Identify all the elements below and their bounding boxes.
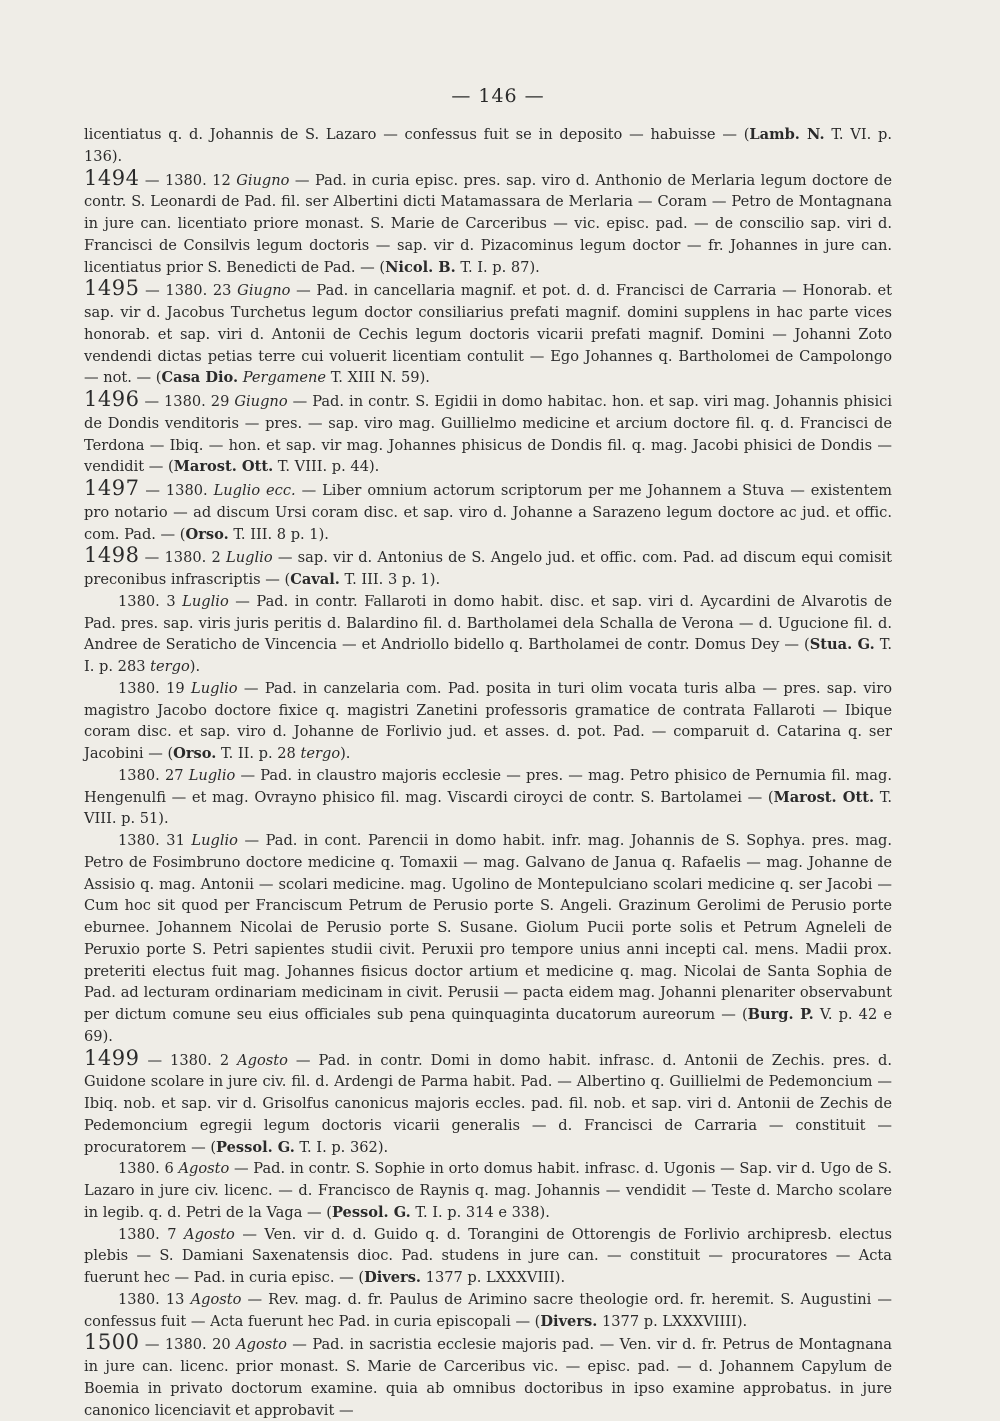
entry-1497: [84, 478, 892, 545]
text-run: T. VIII. p. 51).: [84, 788, 892, 828]
text-run: 1380. 19: [118, 679, 192, 697]
entry-1499: [84, 1045, 892, 1159]
italic-text: Agosto: [184, 1225, 235, 1243]
italic-text: Giugno: [234, 393, 288, 410]
archive-reference: Lamb. N.: [749, 126, 825, 143]
text-run: — Ven. vir d. d. Guido q. d. Torangini de Ottorengis de Forlivio archipresb. electus plebis — S. Damiani Saxenatensis dioc. Pad. studens in jure can. — constituit — procuratores — Acta fuerunt hec — Pad. in curia episc. — (: [84, 1225, 892, 1286]
entry-number: 1495: [84, 276, 140, 301]
text-run: ).: [189, 658, 201, 675]
text-run: — Pad. in contr. Fallaroti in domo habit. disc. et sap. viri d. Aycardini de Alvarotis de Pad. pres. sap. viris juris peritis d. Balardino fil. d. Bartholamei dela Schalla de Verona — d. Ugucione fil. d. Andree de Seraticho de Vincencia — et Andriollo bidello q. Bartholamei de contr. Domus Dey — (: [84, 592, 892, 654]
entry-number: 1500: [84, 1330, 140, 1355]
text-run: — Rev. mag. d. fr. Paulus de Arimino sacre theologie ord. fr. heremit. S. Augustini — confessus fuit — Acta fuerunt hec Pad. in curia episcopali — (: [84, 1290, 892, 1330]
text-run: — Pad. in cancellaria magnif. et pot. d. d. Francisci de Carraria — Honorab. et sap. vir d. Jacobus Turchetus legum doctor consiliarius prefati magnif. domini supplens in hac parte vices honorab. et sap. viri d. Antonii de Cechis legum doctoris vicarii prefati magnif. Domini — Johanni Zoto vendendi dictas petias terre cui voluerit licentiam contulit — Ego Johannes q. Bartholomei de Campolongo — not. — (: [84, 282, 893, 387]
sub-entry: [84, 1289, 892, 1333]
text-run: — 1380. 2: [139, 549, 227, 567]
text-run: — 1380. 23: [139, 282, 238, 300]
italic-text: Luglio: [182, 592, 229, 610]
text-run: — 1380. 29: [139, 393, 235, 410]
entry-number: 1497: [84, 476, 140, 500]
archive-reference: Marost. Ott.: [773, 788, 875, 806]
text-run: T. III. 3 p. 1).: [339, 571, 441, 588]
text-run: 1380. 6: [118, 1160, 179, 1178]
text-run: T. I. p. 283: [84, 636, 892, 675]
entry-1494: [84, 165, 892, 279]
sub-entry: [84, 830, 892, 1048]
entry-1500: [84, 1332, 892, 1421]
text-run: — 1380. 20: [139, 1336, 237, 1354]
italic-text: Luglio: [188, 766, 236, 784]
text-run: — Pad. in cont. Parencii in domo habit. infr. mag. Johannis de S. Sophya. pres. mag. Petro de Fosimbruno doctore medicine q. Tomaxii — mag. Galvano de Janua q. Rafaelis — mag. Johanne de Assisio q. mag. Antonii — scolari medicine. mag. Ugolino de Montepulciano scolari medicine q. ser Jacobi — Cum hoc sit quod per Franciscum Petrum de Perusio porte S. Angeli. Grazinum Gerolimi de Perusio porte eburnee. Johannem Nicolai de Perusio porte S. Susane. Giolum Pucii porte solis et Petrum Agneleli de Peruxio porte S. Petri sapientes studii civit. Peruxii pro tempore unius anni incepti cal. mens. Madii prox. preteriti electus fuit mag. Johannes fisicus doctor artium et medicine q. mag. Nicolai de Santa Sophia de Pad. ad lecturam ordinariam medicinam in civit. Perusii — pacta eidem mag. Johanni plenariter observabunt per dictum comune seu eius officiales sub pena quinquaginta ducatorum aureorum — (: [84, 832, 892, 1023]
archive-reference: Orso.: [173, 745, 217, 762]
archive-reference: Nicol. B.: [385, 258, 456, 276]
archive-reference: Caval.: [290, 571, 340, 588]
text-run: T. III. 8 p. 1).: [228, 525, 329, 543]
italic-text: Agosto: [190, 1290, 242, 1308]
sub-entry: [84, 765, 892, 830]
text-run: 1377 p. LXXXVIII).: [421, 1269, 566, 1286]
text-run: — Pad. in sacristia ecclesie majoris pad. — Ven. vir d. fr. Petrus de Montagnana in jure can. licenc. prior monast. S. Marie de Carceribus vic. — episc. pad. — d. Johannem Capylum de Boemia in privato doctorum examine. quia ab omnibus doctoribus in ipso examine approbatus. in jure canonico licenciavit et approbavit —: [84, 1336, 892, 1419]
archive-reference: Pessol. G.: [216, 1138, 295, 1156]
entry-1495: [84, 278, 892, 389]
archive-reference: Burg. P.: [747, 1006, 814, 1023]
text-run: — Pad. in claustro majoris ecclesie — pres. — mag. Petro phisico de Pernumia fil. mag. Hengenulfi — et mag. Ovrayno phisico fil. mag. Viscardi ciroyci de contr. S. Bartolamei — (: [84, 766, 892, 806]
italic-text: tergo: [150, 658, 190, 675]
entry-1496: [84, 389, 892, 478]
text-run: T. VI. p. 136).: [84, 126, 892, 165]
archive-reference: Casa Dio.: [161, 369, 239, 387]
italic-text: Luglio ecc.: [213, 482, 296, 499]
entry-1498: [84, 545, 892, 591]
text-run: 1380. 7: [118, 1225, 185, 1243]
italic-text: Giugno: [237, 282, 291, 300]
page-number: — 146 —: [451, 85, 545, 107]
text-run: 1380. 31: [118, 832, 192, 849]
sub-entry: [84, 1224, 892, 1289]
entry-number: 1494: [84, 165, 140, 190]
text-run: — Pad. in contr. Domi in domo habit. infrasc. d. Antonii de Zechis. pres. d. Guidone scolare in jure civ. fil. d. Ardengi de Parma habit. Pad. — Albertino q. Guillielmi de Pedemoncium — Ibiq. nob. et sap. vir d. Grisolfus canonicus majoris eccles. pad. fil. nob. et sap. viri d. Antonii de Zechis de Pedemoncium egregii legum doctoris vicarii generalis — d. Francisci de Carraria — constituit — procuratorem — (: [84, 1051, 892, 1156]
text-run: licentiatus q. d. Johannis de S. Lazaro — confessus fuit se in deposito — habuisse — (: [84, 126, 750, 143]
sub-entry: [84, 1158, 892, 1223]
text-run: T. I. p. 314 e 338).: [410, 1203, 550, 1221]
text-run: 1380. 3: [118, 592, 183, 610]
entry-number: 1496: [84, 387, 140, 411]
archive-reference: Pessol. G.: [331, 1203, 411, 1221]
text-run: 1377 p. LXXXVIIII).: [597, 1312, 748, 1330]
italic-text: Agosto: [236, 1336, 287, 1354]
text-run: T. I. p. 362).: [294, 1138, 389, 1156]
text-run: T. VIII. p. 44).: [273, 458, 380, 476]
italic-text: Luglio: [191, 832, 238, 849]
text-run: — Pad. in canzelaria com. Pad. posita in turi olim vocata turis alba — pres. sap. viro magistro Jacobo doctore fixice q. magistri Zanetini professoris gramatice de contrata Fallaroti — Ibique coram disc. et sap. viro d. Johanne de Forlivio jud. et asses. d. pot. Pad. — comparuit d. Catarina q. ser Jacobini — (: [84, 679, 892, 762]
text-run: — 1380. 2: [139, 1051, 238, 1069]
archive-reference: Orso.: [185, 525, 229, 543]
entry-number: 1498: [84, 543, 140, 568]
text-run: T. XIII N. 59).: [326, 369, 430, 387]
text-run: V. p. 42 e 69).: [84, 1006, 892, 1045]
italic-text: Luglio: [226, 549, 273, 567]
text-run: — Liber omnium actorum scriptorum per me Johannem a Stuva — existentem pro notario — ad discum Ursi coram disc. et sap. viro d. Johanne a Sarazeno legum doctore ac jud. et offic. com. Pad. — (: [84, 482, 892, 543]
entry-number: 1499: [84, 1045, 140, 1070]
text-run: — Pad. in curia episc. pres. sap. viro d. Anthonio de Merlaria legum doctore de contr. S. Leonardi de Pad. fil. ser Albertini dicti Matamassara de Merlaria — Coram — Petro de Montagnana in jure can. licentiato priore monast. S. Marie de Carceribus — vic. episc. pad. — de conscilio sap. viri d. Francisci de Consilvis legum doctoris — sap. vir d. Pizacominus legum doctor — fr. Johannes in jure can. licentiatus prior S. Benedicti de Pad. — (: [84, 171, 892, 276]
archive-reference: Marost. Ott.: [173, 458, 274, 476]
archive-reference: Divers.: [364, 1269, 422, 1286]
document-body: [84, 124, 892, 1421]
italic-text: Giugno: [236, 171, 290, 189]
sub-entry: [84, 591, 892, 678]
italic-text: tergo: [300, 745, 341, 762]
italic-text: Agosto: [237, 1051, 288, 1069]
text-run: 1380. 13: [118, 1290, 191, 1308]
text-run: T. II. p. 28: [216, 745, 301, 762]
archive-reference: Stua. G.: [809, 636, 875, 654]
italic-text: Pergamene: [242, 369, 327, 387]
italic-text: Agosto: [178, 1160, 230, 1178]
text-run: — Pad. in contr. S. Egidii in domo habitac. hon. et sap. viri mag. Johannis phisici de Dondis venditoris — pres. — sap. viro mag. Guillielmo medicine et arcium doctore fil. q. d. Francisci de Terdona — Ibiq. — hon. et sap. vir mag. Johannes phisicus de Dondis fil. q. mag. Jacobi phisici de Dondis — vendidit — (: [84, 393, 893, 476]
italic-text: Luglio: [191, 679, 238, 697]
sub-entry: [84, 124, 892, 168]
text-run: 1380. 27: [118, 766, 189, 784]
sub-entry: [84, 678, 892, 765]
text-run: — 1380. 12: [139, 171, 237, 189]
archive-reference: Divers.: [540, 1312, 598, 1330]
text-run: — 1380.: [139, 482, 214, 499]
text-run: ).: [340, 745, 351, 762]
text-run: T. I. p. 87).: [455, 258, 540, 276]
text-run: — Pad. in contr. S. Sophie in orto domus habit. infrasc. d. Ugonis — Sap. vir d. Ugo de S. Lazaro in jure civ. licenc. — d. Francisco de Raynis q. mag. Johannis — vendidit — Teste d. Marcho scolare in legib. q. d. Petri de la Vaga — (: [84, 1160, 892, 1221]
text-run: — sap. vir d. Antonius de S. Angelo jud. et offic. com. Pad. ad discum equi comisit preconibus infrascriptis — (: [84, 549, 893, 588]
